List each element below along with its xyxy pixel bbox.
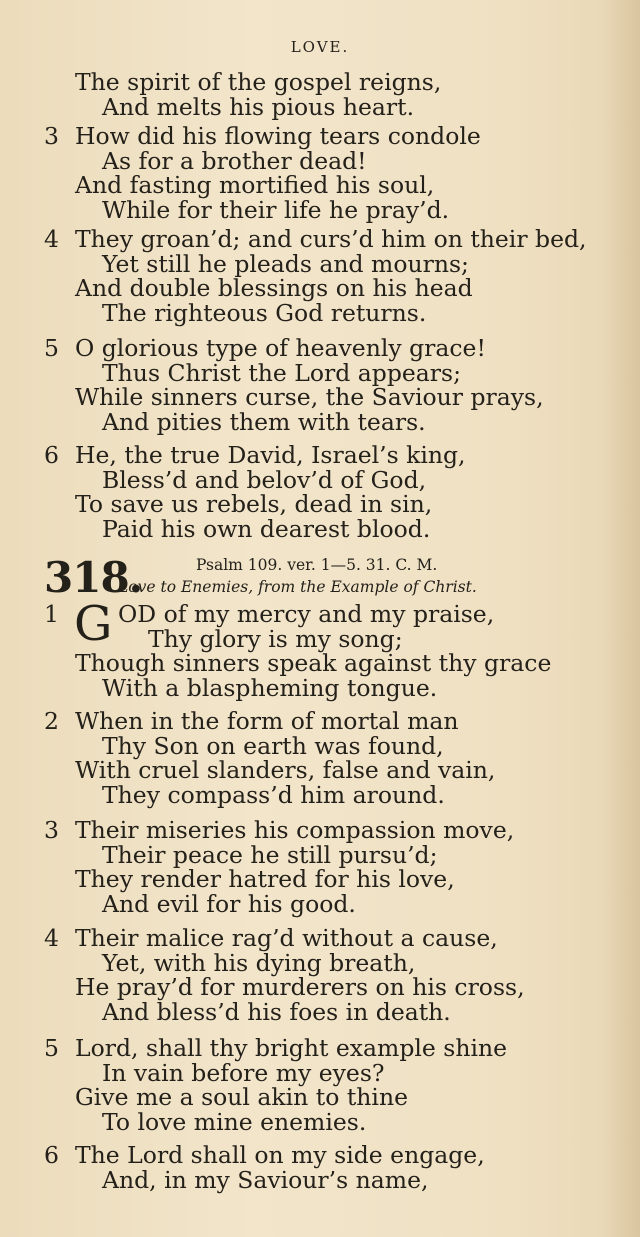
verse-line: With cruel slanders, false and vain,: [75, 756, 496, 784]
verse-line: When in the form of mortal man: [75, 707, 459, 735]
verse-number: 1: [44, 600, 59, 628]
verse-line: Though sinners speak against thy grace: [75, 649, 552, 677]
drop-cap: G: [74, 596, 113, 652]
verse-line: And melts his pious heart.: [102, 92, 415, 121]
verse-number: 2: [44, 707, 59, 735]
verse-line: The righteous God returns.: [102, 298, 427, 327]
verse-line: With a blaspheming tongue.: [102, 673, 438, 702]
verse-line: Give me a soul akin to thine: [75, 1083, 408, 1111]
verse-line: OD of my mercy and my praise,: [118, 600, 495, 628]
verse-line: While sinners curse, the Saviour prays,: [75, 383, 544, 411]
verse-line: Yet still he pleads and mourns;: [102, 249, 469, 278]
verse-number: 6: [44, 1141, 59, 1169]
verse-line: Lord, shall thy bright example shine: [75, 1034, 508, 1062]
verse-line: The Lord shall on my side engage,: [75, 1141, 485, 1169]
verse-line: And fasting mortified his soul,: [75, 171, 435, 199]
hymn-subtitle: Love to Enemies, from the Example of Christ.: [118, 578, 477, 596]
verse-number: 6: [44, 441, 59, 469]
verse-line: Thus Christ the Lord appears;: [102, 358, 461, 387]
verse-line: Paid his own dearest blood.: [102, 514, 431, 543]
verse-line: O glorious type of heavenly grace!: [75, 334, 486, 362]
verse-line: How did his flowing tears condole: [75, 122, 481, 150]
verse-line: While for their life he pray’d.: [102, 195, 450, 224]
verse-line: Thy Son on earth was found,: [102, 731, 444, 760]
verse-number: 3: [44, 122, 59, 150]
hymn-psalm-reference: Psalm 109. ver. 1—5. 31. C. M.: [196, 556, 438, 574]
verse-number: 4: [44, 924, 59, 952]
verse-line: They render hatred for his love,: [75, 865, 455, 893]
verse-line: Bless’d and belov’d of God,: [102, 465, 427, 494]
verse-number: 5: [44, 1034, 59, 1062]
verse-line: As for a brother dead!: [102, 146, 367, 175]
verse-number: 4: [44, 225, 59, 253]
page-edge-shadow: [600, 0, 640, 1237]
verse-line: Their peace he still pursu’d;: [102, 840, 438, 869]
verse-line: And double blessings on his head: [75, 274, 473, 302]
hymn-number: 318.: [44, 553, 143, 602]
verse-number: 5: [44, 334, 59, 362]
verse-line: The spirit of the gospel reigns,: [75, 68, 442, 96]
verse-line: To love mine enemies.: [102, 1107, 367, 1136]
verse-line: He, the true David, Israel’s king,: [75, 441, 466, 469]
verse-line: Yet, with his dying breath,: [102, 948, 416, 977]
verse-line: Thy glory is my song;: [148, 624, 403, 653]
verse-line: And evil for his good.: [102, 889, 356, 918]
verse-number: 3: [44, 816, 59, 844]
verse-line: To save us rebels, dead in sin,: [75, 490, 433, 518]
verse-line: In vain before my eyes?: [102, 1058, 385, 1087]
verse-line: And pities them with tears.: [102, 407, 426, 436]
verse-line: They groan’d; and curs’d him on their bed,: [75, 225, 587, 253]
running-head: LOVE.: [290, 38, 350, 56]
verse-line: They compass’d him around.: [102, 780, 445, 809]
verse-line: And bless’d his foes in death.: [102, 997, 451, 1026]
verse-line: He pray’d for murderers on his cross,: [75, 973, 525, 1001]
verse-line: Their miseries his compassion move,: [75, 816, 515, 844]
verse-line: And, in my Saviour’s name,: [102, 1165, 429, 1194]
verse-line: Their malice rag’d without a cause,: [75, 924, 498, 952]
